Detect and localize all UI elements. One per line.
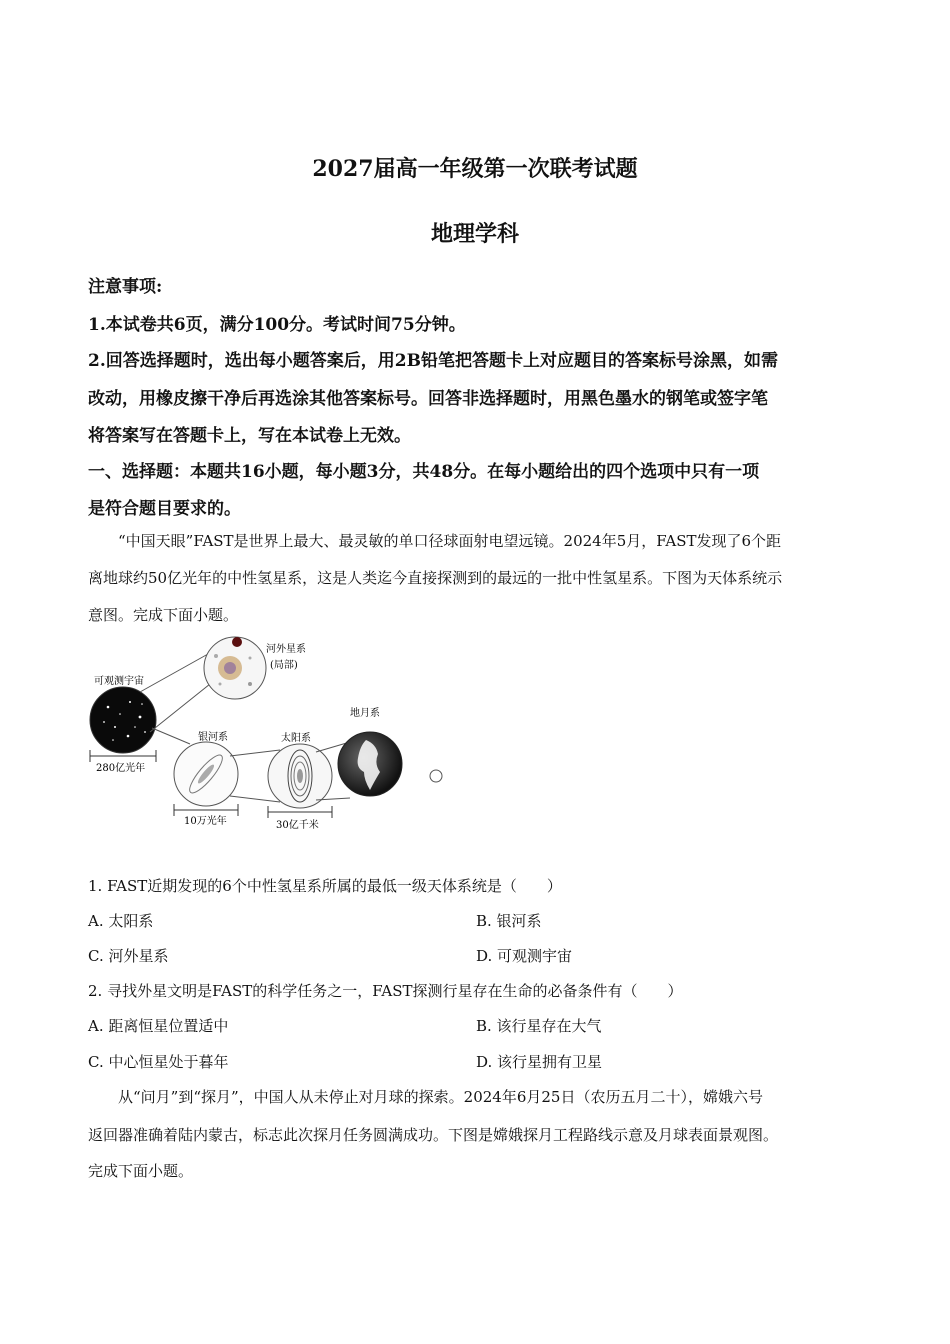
notice-heading: 注意事项:	[88, 277, 163, 297]
label-observable-universe: 可观测宇宙	[94, 676, 144, 687]
question-1-stem: 1. FAST近期发现的6个中性氢星系所属的最低一级天体系统是（ ）	[88, 877, 562, 895]
passage-2-line-2: 返回器准确着陆内蒙古，标志此次探月任务圆满成功。下图是嫦娥探月工程路线示意及月球表面景观图。	[88, 1126, 779, 1144]
label-extragalactic-note: (局部)	[270, 660, 298, 671]
passage-1-line-3: 意图。完成下面小题。	[88, 606, 239, 624]
label-observable-scale: 280亿光年	[96, 763, 146, 774]
passage-1-line-1: “中国天眼”FAST是世界上最大、最灵敏的单口径球面射电望远镜。2024年5月，FAST发现了6个距	[118, 532, 782, 550]
question-1-option-d: D. 可观测宇宙	[476, 947, 573, 965]
subject-title: 地理学科	[430, 221, 519, 247]
moon-circle	[430, 770, 442, 782]
notice-item-2-line-3: 将答案写在答题卡上，写在本试卷上无效。	[88, 426, 411, 446]
question-2-stem: 2. 寻找外星文明是FAST的科学任务之一，FAST探测行星存在生命的必备条件有（ ）	[88, 982, 683, 1000]
question-2-option-a: A. 距离恒星位置适中	[88, 1017, 229, 1035]
label-solar-system: 太阳系	[281, 733, 311, 744]
passage-2-line-1: 从“问月”到“探月”，中国人从未停止对月球的探索。2024年6月25日（农历五月二十），嫦娥六号	[118, 1088, 763, 1106]
celestial-system-diagram	[80, 632, 460, 838]
question-2-option-b: B. 该行星存在大气	[476, 1017, 602, 1035]
question-1-option-b: B. 银河系	[476, 912, 542, 930]
label-milky-way-scale: 10万光年	[184, 816, 227, 827]
label-extragalactic: 河外星系	[266, 644, 306, 655]
section-heading-line-1: 一、选择题：本题共16小题，每小题3分，共48分。在每小题给出的四个选项中只有一项	[88, 462, 760, 482]
section-heading-line-2: 是符合题目要求的。	[88, 499, 241, 519]
exam-title: 2027届高一年级第一次联考试题	[312, 156, 638, 182]
label-earth-moon: 地月系	[350, 708, 380, 719]
notice-item-2-line-2: 改动，用橡皮擦干净后再选涂其他答案标号。回答非选择题时，用黑色墨水的钢笔或签字笔	[88, 389, 768, 409]
question-2-option-c: C. 中心恒星处于暮年	[88, 1053, 229, 1071]
question-1-option-a: A. 太阳系	[88, 912, 154, 930]
question-1-option-c: C. 河外星系	[88, 947, 169, 965]
question-2-option-d: D. 该行星拥有卫星	[476, 1053, 603, 1071]
passage-1-line-2: 离地球约50亿光年的中性氢星系，这是人类迄今直接探测到的最远的一批中性氢星系。下图为天体系统示	[88, 569, 783, 587]
label-solar-scale: 30亿千米	[276, 820, 319, 831]
notice-item-1: 1.本试卷共6页，满分100分。考试时间75分钟。	[88, 315, 466, 335]
passage-2-line-3: 完成下面小题。	[88, 1162, 194, 1180]
notice-item-2-line-1: 2.回答选择题时，选出每小题答案后，用2B铅笔把答题卡上对应题目的答案标号涂黑，如需	[88, 351, 778, 371]
observable-universe-circle	[90, 687, 156, 753]
label-milky-way: 银河系	[198, 732, 228, 743]
